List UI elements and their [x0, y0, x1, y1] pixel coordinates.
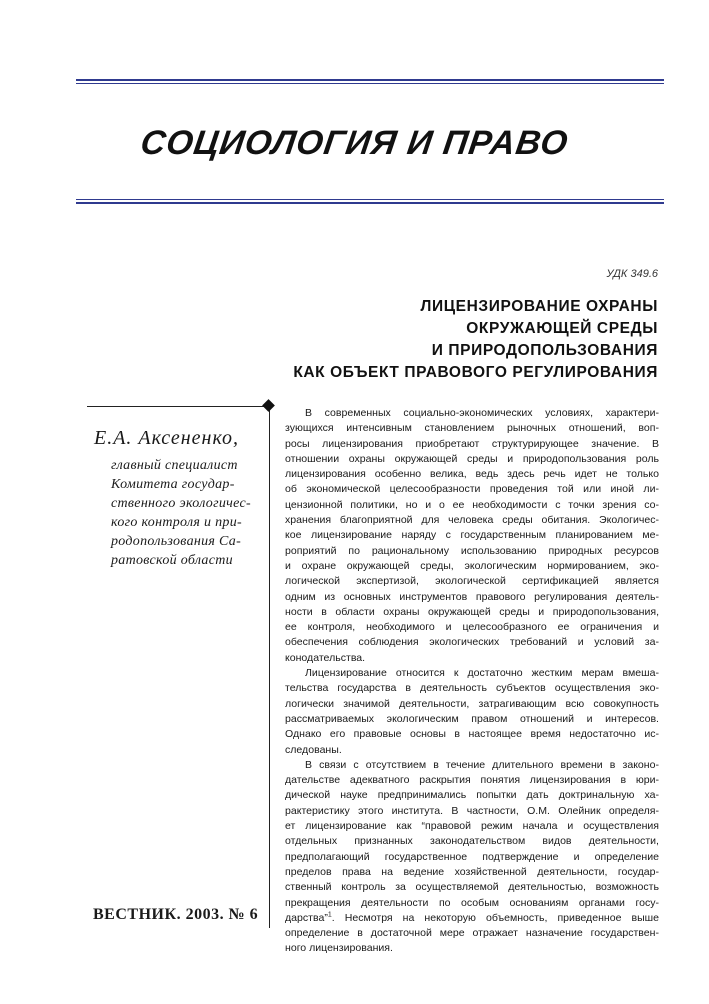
- body-text-line: об экономической целесообразности проведения той или иной ли-: [285, 483, 659, 496]
- body-text-line: обеспечения соблюдения экологических требований и условий за-: [285, 636, 659, 649]
- body-text-line: зующихся интенсивным становлением рыночных отношений, воп-: [285, 422, 659, 435]
- body-text-line: ет лицензирование как “правовой режим начала и осуществления: [285, 820, 659, 833]
- body-text-line: конодательства.: [285, 651, 366, 664]
- body-text-line: рактеристику этого института. В частности, О.М. Олейник определя-: [285, 804, 659, 817]
- article-body: [285, 406, 659, 957]
- diamond-ornament-icon: [262, 399, 275, 412]
- body-text-line: и охране окружающей среды, экологическим нормированием, эко-: [285, 559, 659, 572]
- author-description-line: главный специалист: [111, 458, 238, 473]
- body-text-line: ее контроля, необходимого и целесообразного ее ограничения и: [285, 621, 659, 634]
- body-text-line: В современных социально-экономических условиях, характери-: [305, 407, 659, 419]
- author-description-line: родопользования Са-: [111, 534, 242, 549]
- article-title-line: ЛИЦЕНЗИРОВАНИЕ ОХРАНЫ: [420, 298, 658, 315]
- body-text-line: логической экспертизой, экологической сертификацией является: [285, 575, 659, 588]
- body-text-line: предполагающий государственное подтверждение и определение: [285, 850, 659, 863]
- body-text-line: дической науке предпринимались попытки дать доктринальную ха-: [285, 789, 659, 802]
- body-text-line: хранения благоприятной для человека среды обитания. Экологичес-: [285, 514, 659, 527]
- body-text-line: следованы.: [285, 743, 342, 756]
- body-text-line: отношении охраны окружающей среды и природопользования роль: [285, 452, 659, 465]
- body-text-line: дательстве адекватного раскрытия понятия лицензирования в юри-: [285, 774, 659, 787]
- article-title: [238, 296, 658, 384]
- body-text-line: ности в области охраны окружающей среды и природопользования,: [285, 605, 659, 618]
- body-text-line: лицензирования особенно велика, ведь здесь речь идет не только: [285, 468, 659, 481]
- body-text-line: Однако его правовые основы в настоящее время недостаточно ис-: [285, 728, 659, 741]
- body-text-line: ственный контроль за осуществляемой деятельностью, возможность: [285, 881, 659, 894]
- udk-code: УДК 349.6: [606, 268, 658, 280]
- article-title-line: И ПРИРОДОПОЛЬЗОВАНИЯ: [431, 342, 658, 359]
- body-text-line: дарства”$^1$. Несмотря на некоторую объемность, приведенное выше: [285, 911, 659, 924]
- body-text-line: логически значимой деятельности, затрагивающим всю совокупность: [285, 697, 659, 710]
- body-text-line: цензионной политики, но и о ее необходимости с точки зрения со-: [285, 498, 659, 511]
- footnote-marker: 1: [327, 911, 332, 919]
- body-text-line: ного лицензирования.: [285, 942, 393, 955]
- body-text-line: росы лицензирования приобретают структурирующее значение. В: [285, 437, 659, 450]
- section-title: СОЦИОЛОГИЯ И ПРАВО: [138, 124, 571, 162]
- body-text-line: определение в достаточной мере отражает назначение государствен-: [285, 927, 659, 940]
- author-description-line: кого контроля и при-: [111, 515, 242, 530]
- body-text-line: рассматриваемых экологическим правом отношений и интересов.: [285, 712, 659, 725]
- body-text-line: отдельных признанных законодательством видов деятельности,: [285, 835, 659, 848]
- author-description-line: Комитета государ-: [111, 477, 235, 492]
- body-text-line: кое лицензирование наряду с государственным планированием ме-: [285, 529, 659, 542]
- author-description-line: ратовской области: [111, 553, 233, 568]
- body-text-line: Лицензирование относится к достаточно жестким мерам вмеша-: [305, 667, 659, 680]
- body-text-line: прекращения деятельности по особым основаниям органами госу-: [285, 896, 659, 909]
- journal-footer: ВЕСТНИК. 2003. № 6: [93, 906, 259, 923]
- header-bottom-rule: [76, 199, 664, 206]
- body-text-line: одним из основных инструментов правового регулирования деятель-: [285, 590, 659, 603]
- body-text-line: пределов права на ведение хозяйственной деятельности, государ-: [285, 865, 659, 878]
- author-description: [111, 456, 266, 570]
- body-text-line: роприятий по рациональному использованию природных ресурсов: [285, 544, 659, 557]
- article-title-line: ОКРУЖАЮЩЕЙ СРЕДЫ: [466, 320, 658, 337]
- body-text-line: В связи с отсутствием в течение длительного времени в законо-: [305, 758, 659, 771]
- sidebar-divider-horizontal: [87, 406, 270, 407]
- author-name: Е.А. Аксененко,: [94, 427, 240, 449]
- author-description-line: ственного экологичес-: [111, 496, 251, 511]
- article-title-line: КАК ОБЪЕКТ ПРАВОВОГО РЕГУЛИРОВАНИЯ: [293, 364, 658, 381]
- body-text-line: тельства государства в деятельность субъектов осуществления эко-: [285, 682, 659, 695]
- sidebar-divider-vertical: [269, 408, 270, 928]
- header-top-rule: [76, 79, 664, 86]
